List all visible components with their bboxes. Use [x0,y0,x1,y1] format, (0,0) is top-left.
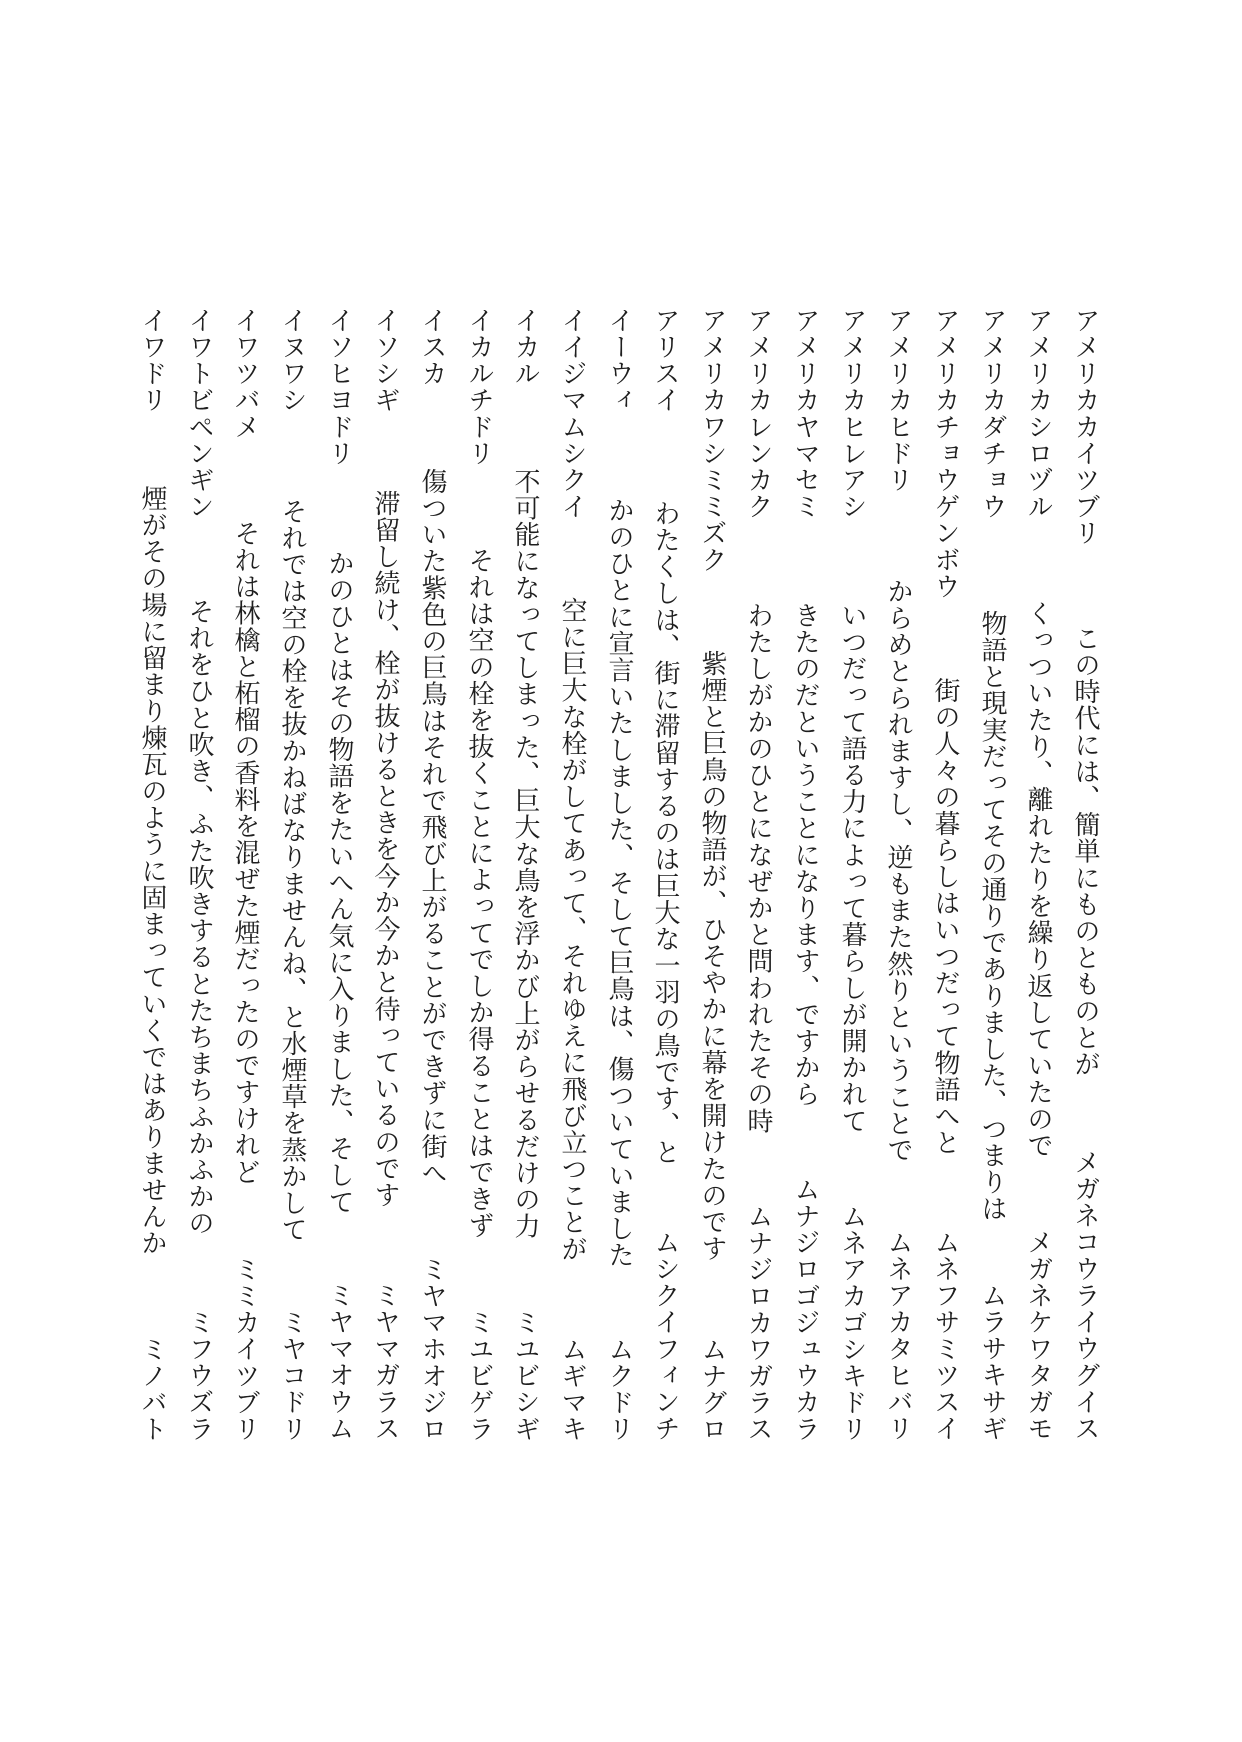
text-column [137,307,167,1442]
prose-line: それでは空の栓を抜かねばなりませんね、と水煙草を蒸かして [278,498,307,1243]
prose-line: かのひとはその物語をたいへん気に入りました、そして [325,550,354,1215]
prose-line: それは林檎と柘榴の香料を混ぜた煙だったのですけれど [231,520,260,1185]
bottom-bird-name: ミユビゲラ [465,1309,494,1442]
top-bird-name: アメリカシロヅル [1024,307,1053,520]
prose-line: 物語と現実だってその通りでありました、つまりは [978,610,1007,1222]
top-bird-name: アメリカヒレアシ [838,307,867,520]
prose-line: 紫煙と巨鳥の物語が、ひそやかに幕を開けたのです [698,650,727,1262]
bottom-bird-name: ミヤマガラス [371,1282,400,1442]
prose-line: それをひと吹き、ふた吹きするとたちまちふかふかの [185,598,214,1237]
text-column [1023,307,1053,1442]
bottom-bird-name: メガネケワタガモ [1024,1229,1053,1442]
bottom-bird-name: ムクドリ [605,1335,634,1442]
bottom-bird-name: ムネフサミツスイ [931,1229,960,1442]
prose-line: 傷ついた紫色の巨鳥はそれで飛び上がることができずに街へ [418,468,447,1187]
text-column [324,307,354,1442]
top-bird-name: イスカ [418,307,447,387]
prose-line: わたくしは、街に滞留するのは巨大な一羽の鳥です、と [651,500,680,1165]
top-bird-name: イワドリ [138,307,167,414]
bottom-bird-name: ミフウズラ [185,1309,214,1442]
top-bird-name: アメリカヒドリ [884,307,913,494]
top-bird-name: イワトビペンギン [185,307,214,520]
prose-line: 街の人々の暮らしはいつだって物語へと [931,677,960,1156]
top-bird-name: イーウィ [605,307,634,414]
bottom-bird-name: ムネアカゴシキドリ [838,1202,867,1442]
text-column [557,307,587,1442]
top-bird-name: アメリカヤマセミ [791,307,820,520]
prose-line: 不可能になってしまった、巨大な鳥を浮かび上がらせるだけの力 [511,468,540,1240]
prose-line: それは空の栓を抜くことによってでしか得ることはできず [465,547,494,1239]
top-bird-name: イカル [511,307,540,387]
prose-line: 煙がその場に留まり煉瓦のように固まっていくではありませんか [138,485,167,1257]
prose-line: 滞留し続け、栓が抜けるときを今か今かと待っているのです [371,490,400,1209]
bottom-bird-name: ムナジロゴジュウカラ [791,1176,820,1442]
bottom-bird-name: ミユビシギ [511,1309,540,1442]
top-bird-name: アメリカワシミミズク [698,307,727,573]
top-bird-name: イカルチドリ [465,307,494,467]
text-column [697,307,727,1442]
top-bird-name: イイジマムシクイ [558,307,587,520]
text-column [977,307,1007,1442]
bottom-bird-name: ムシクイフィンチ [651,1229,680,1442]
top-bird-name: アメリカカイツブリ [1071,307,1100,547]
prose-line: くっついたり、離れたりを繰り返していたので [1024,600,1053,1159]
bottom-bird-name: ミミカイツブリ [231,1255,260,1442]
text-column [883,307,913,1442]
prose-line: かのひとに宣言いたしました、そして巨鳥は、傷ついていました [605,497,634,1269]
text-column [370,307,400,1442]
prose-line: いつだって語る力によって暮らしが開かれて [838,602,867,1134]
text-column [510,307,540,1442]
top-bird-name: イワツバメ [231,307,260,440]
bottom-bird-name: ミノバト [138,1335,167,1442]
top-bird-name: イソシギ [371,307,400,414]
bottom-bird-name: ミヤマホオジロ [418,1255,447,1442]
text-column [604,307,634,1442]
text-column [230,307,260,1442]
bottom-bird-name: ミヤコドリ [278,1309,307,1442]
top-bird-name: アリスイ [651,307,680,414]
bottom-bird-name: ムナグロ [698,1335,727,1442]
text-column [790,307,820,1442]
text-column [930,307,960,1442]
top-bird-name: イヌワシ [278,307,307,414]
text-column [1070,307,1100,1442]
prose-line: この時代には、簡単にものとものとが [1071,625,1100,1078]
text-column [464,307,494,1442]
text-column [743,307,773,1442]
bottom-bird-name: ムネアカタヒバリ [884,1229,913,1442]
top-bird-name: イソヒヨドリ [325,307,354,467]
text-column [184,307,214,1442]
bottom-bird-name: ミヤマオウム [325,1282,354,1442]
bottom-bird-name: メガネコウライウグイス [1071,1149,1100,1442]
text-column [417,307,447,1442]
top-bird-name: アメリカチョウゲンボウ [931,307,960,600]
top-bird-name: アメリカダチョウ [978,307,1007,520]
text-column [650,307,680,1442]
bottom-bird-name: ムラサキサギ [978,1282,1007,1442]
top-bird-name: アメリカレンカク [744,307,773,520]
prose-line: 空に巨大な栓がしてあって、それゆえに飛び立つことが [558,597,587,1262]
text-column [277,307,307,1442]
bottom-bird-name: ムギマキ [558,1335,587,1442]
bottom-bird-name: ムナジロカワガラス [744,1202,773,1442]
prose-line: からめとられますし、逆もまた然りということで [884,578,913,1164]
prose-line: わたしがかのひとになぜかと問われたその時 [744,602,773,1134]
text-column [837,307,867,1442]
prose-line: きたのだということになります、ですから [791,602,820,1108]
